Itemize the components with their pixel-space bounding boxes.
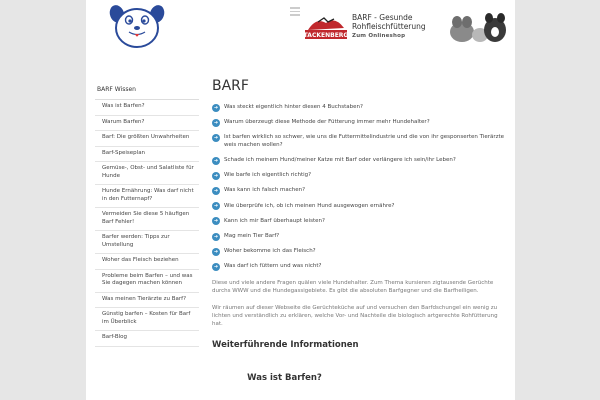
faq-item[interactable] <box>212 203 507 211</box>
banner-subtitle: Zum Onlineshop <box>352 33 406 39</box>
sidebar-item-probleme[interactable]: Probleme beim Barfen – und was Sie dagegen machen können <box>95 270 199 293</box>
faq-item[interactable] <box>212 248 507 256</box>
arrow-bullet-icon: ➜ <box>213 248 219 255</box>
main-content <box>212 78 507 383</box>
faq-item[interactable] <box>212 187 507 195</box>
sidebar-item-tieraerzte[interactable]: Was meinen Tierärzte zu Barf? <box>95 293 199 309</box>
further-info-heading: Weiterführende Informationen <box>212 339 359 350</box>
faq-item-text: Schade ich meinem Hund/meiner Katze mit Barf oder verlängere ich sein/ihr Leben? <box>224 157 456 164</box>
faq-item-text: Mag mein Tier Barf? <box>224 233 280 239</box>
faq-item-text: Wie barfe ich eigentlich richtig? <box>224 172 312 179</box>
sidebar-item-fleisch-beziehen[interactable]: Woher das Fleisch beziehen <box>95 254 199 270</box>
pets-image <box>445 12 513 44</box>
sidebar-title: BARF Wissen <box>95 82 199 100</box>
faq-item-text: Was kann ich falsch machen? <box>224 187 306 194</box>
site-header <box>86 0 515 62</box>
arrow-bullet-icon: ➜ <box>213 104 219 111</box>
sidebar-item-unwahrheiten[interactable]: Barf: Die größten Unwahrheiten <box>95 131 199 147</box>
faq-item[interactable] <box>212 172 507 180</box>
sidebar-item-gemueseliste[interactable]: Gemüse-, Obst- und Salatliste für Hunde <box>95 162 199 185</box>
faq-item[interactable] <box>212 119 507 127</box>
faq-item[interactable] <box>212 263 507 271</box>
dog-logo-icon <box>107 3 167 53</box>
faq-item-text: Ist barfen wirklich so schwer, wie uns die Futtermittelindustrie und die von ihr gesponserten Tierärzte weis machen wollen? <box>224 134 505 148</box>
mission-paragraph: Wir räumen auf dieser Webseite die Gerüchteküche auf und versuchen den Barfdschungel ein wenig zu lichten und verständlich zu erklären, welche Vor- und Nachteile die biologisch artgerechte Rohfütterung hat. <box>212 304 498 327</box>
faq-item[interactable] <box>212 134 507 149</box>
page-title: BARF <box>212 78 249 94</box>
faq-item-text: Woher bekomme ich das Fleisch? <box>224 248 316 255</box>
banner-title: BARF - Gesunde Rohfleischfütterung <box>352 13 426 31</box>
faq-list <box>212 104 507 271</box>
sidebar-item-futternapf[interactable]: Hunde Ernährung: Was darf nicht in den Futternapf? <box>95 185 199 208</box>
arrow-bullet-icon: ➜ <box>213 134 219 141</box>
faq-item-text: Was steckt eigentlich hinter diesen 4 Buchstaben? <box>224 104 363 110</box>
faq-item[interactable] <box>212 157 507 165</box>
sidebar-item-was-ist-barfen[interactable]: Was ist Barfen? <box>95 100 199 116</box>
sidebar-item-barf-blog[interactable]: Barf-Blog <box>95 331 199 347</box>
faq-item-text: Warum überzeugt diese Methode der Fütterung immer mehr Hundehalter? <box>224 119 430 126</box>
arrow-bullet-icon: ➜ <box>213 203 219 210</box>
arrow-bullet-icon: ➜ <box>213 172 219 179</box>
site-logo[interactable] <box>107 3 167 53</box>
intro-paragraph: Diese und viele andere Fragen quälen viele Hundehalter. Zum Thema kursieren zigtausende Gerüchte durchs WWW und die Hundegassigebiete. Es gibt die absoluten Barfgegner und die Barfheiligen. <box>212 279 494 294</box>
faq-item-text: Was darf ich füttern und was nicht? <box>224 263 322 270</box>
arrow-bullet-icon: ➜ <box>213 157 219 164</box>
section-title: Was ist Barfen? <box>247 372 322 383</box>
sidebar <box>95 82 199 347</box>
arrow-bullet-icon: ➜ <box>213 263 219 270</box>
sidebar-item-kosten[interactable]: Günstig barfen – Kosten für Barf im Überblick <box>95 308 199 331</box>
sidebar-item-speiseplan[interactable]: Barf-Speiseplan <box>95 147 199 163</box>
tackenberg-logo <box>304 14 348 42</box>
arrow-bullet-icon: ➜ <box>213 187 219 194</box>
faq-item[interactable] <box>212 104 507 112</box>
faq-item[interactable] <box>212 233 507 241</box>
shop-banner[interactable] <box>302 12 514 46</box>
menu-toggle-icon[interactable] <box>290 7 300 16</box>
page-container <box>86 0 515 400</box>
svg-text:TACKENBERG: TACKENBERG <box>304 32 348 39</box>
arrow-bullet-icon: ➜ <box>213 233 219 240</box>
faq-item-text: Wie überprüfe ich, ob ich meinen Hund ausgewogen ernähre? <box>224 202 395 209</box>
sidebar-item-warum-barfen[interactable]: Warum Barfen? <box>95 116 199 132</box>
sidebar-item-barf-fehler[interactable]: Vermeiden Sie diese 5 häufigen Barf Fehler! <box>95 208 199 231</box>
faq-item-text: Kann ich mir Barf überhaupt leisten? <box>224 217 325 224</box>
faq-item[interactable] <box>212 218 507 226</box>
sidebar-item-umstellung[interactable]: Barfer werden: Tipps zur Umstellung <box>95 231 199 254</box>
arrow-bullet-icon: ➜ <box>213 218 219 225</box>
arrow-bullet-icon: ➜ <box>213 119 219 126</box>
